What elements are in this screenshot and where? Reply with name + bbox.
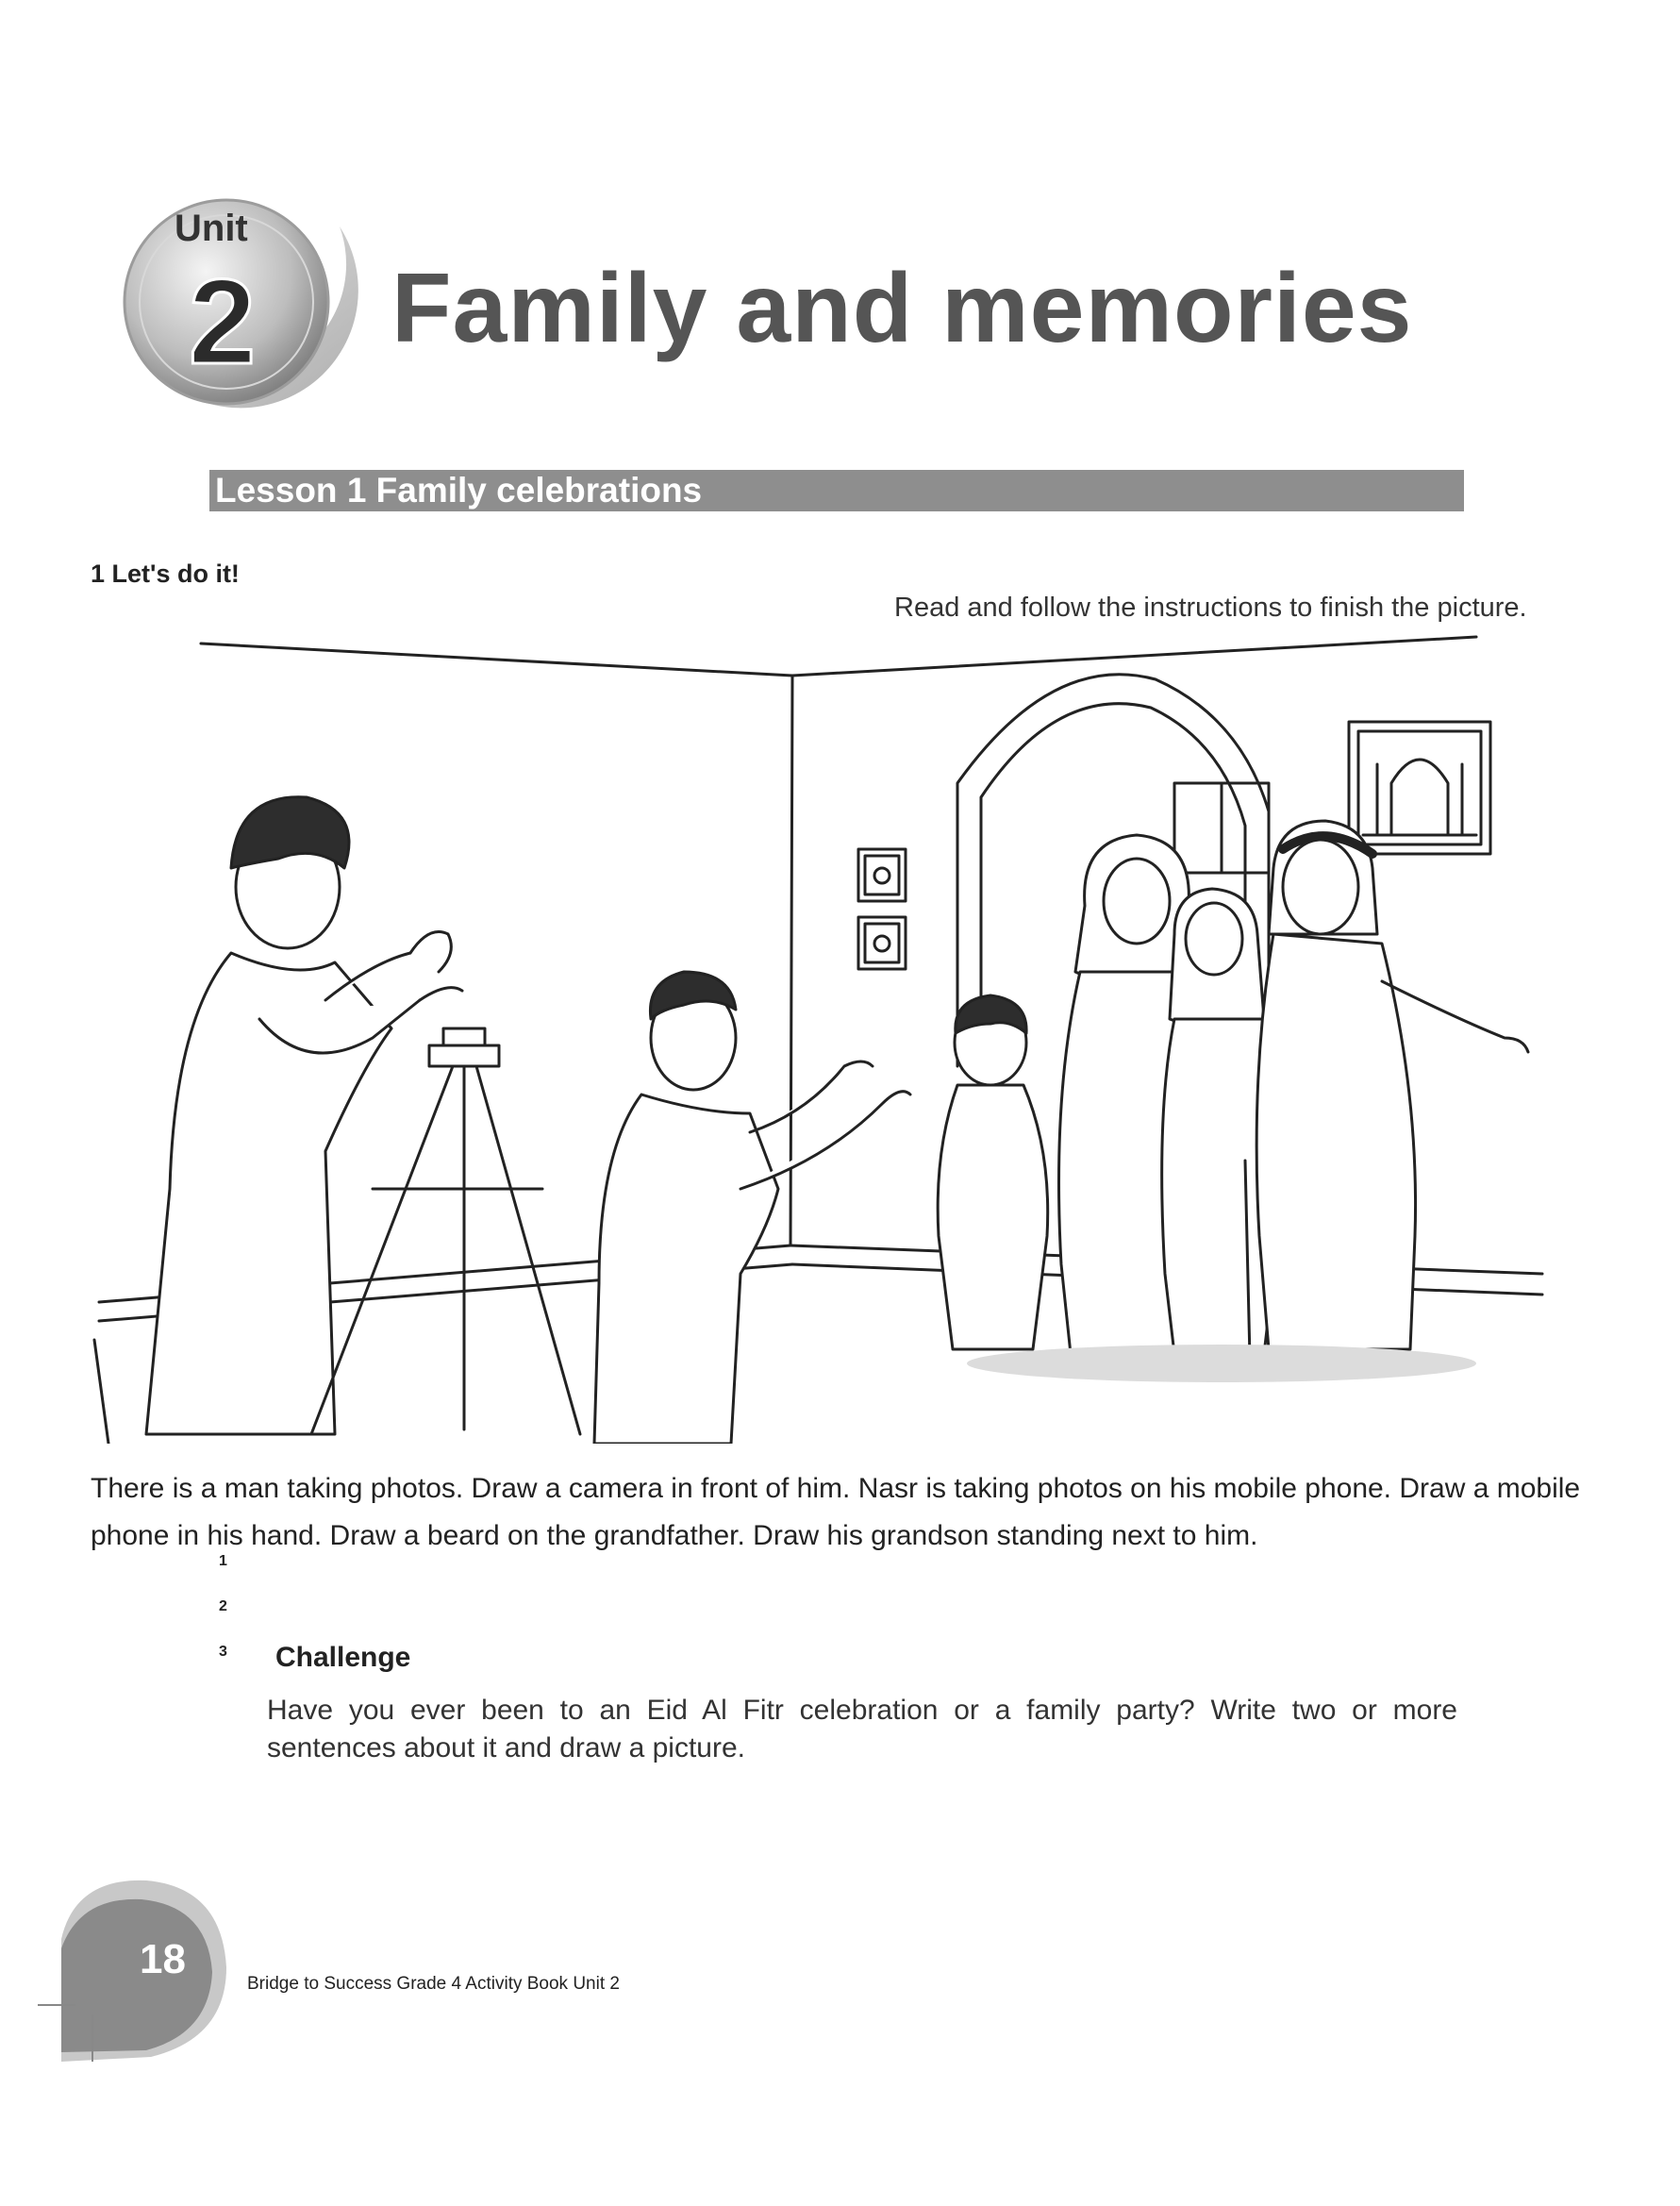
answer-marker-2: 2 xyxy=(219,1598,227,1614)
activity-body-text: There is a man taking photos. Draw a camera in front of him. Nasr is taking photos on his mobile phone. Draw a mobile phone in his hand. Draw a beard on the grandfather. Draw his grandson standing next to him. xyxy=(91,1473,1581,1551)
unit-badge xyxy=(104,189,387,425)
activity-instruction: Read and follow the instructions to finish the picture. xyxy=(894,593,1527,623)
unit-label: Unit xyxy=(175,208,248,249)
challenge-heading: Challenge xyxy=(275,1642,411,1673)
answer-marker-1: 1 xyxy=(219,1553,227,1569)
unit-title: Family and memories xyxy=(391,254,1413,363)
page-tab-graphic xyxy=(38,1873,236,2062)
boy-nasr xyxy=(594,972,910,1444)
answer-marker-3: 3 xyxy=(219,1644,227,1660)
family-illustration xyxy=(90,623,1571,1444)
small-boy xyxy=(938,995,1048,1349)
challenge-text: Have you ever been to an Eid Al Fitr celebration or a family party? Write two or more sentences about it and draw a picture. xyxy=(267,1695,1457,1763)
page-number-tab xyxy=(38,1873,236,2062)
man-taking-photos xyxy=(146,797,462,1434)
grandfather xyxy=(1245,821,1528,1359)
lesson-title: Lesson 1 Family celebrations xyxy=(215,471,703,510)
floor-shadow xyxy=(967,1345,1476,1382)
page-number: 18 xyxy=(140,1936,186,1982)
small-wall-frames xyxy=(858,849,906,969)
footer-book-title: Bridge to Success Grade 4 Activity Book Unit 2 xyxy=(247,1974,620,1994)
activity-heading: 1 Let's do it! xyxy=(91,560,240,588)
unit-number: 2 xyxy=(189,255,257,390)
mosque-picture-frame xyxy=(1349,722,1490,854)
unit-badge-graphic xyxy=(104,189,387,425)
